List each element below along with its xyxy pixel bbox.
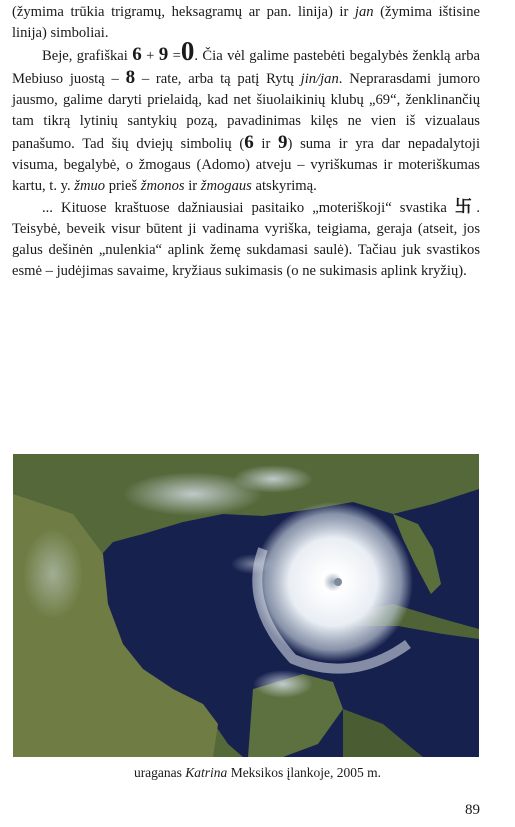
digit-six: 6 xyxy=(244,132,254,153)
text-run: . Neprarasdami jumoro jausmo, galime daryti prielaidą, kad net šiuolaikinių klubų „69“, ženklinančių tam tikrą lytinių santykių pozą, pavadinimas kilęs ne vien iš vizualaus panašumo. Tad šių dviejų simbolių ( xyxy=(12,71,480,152)
text-run: (žymima ištisine linija) simboliai. xyxy=(12,4,480,41)
text-run: ir xyxy=(253,136,279,152)
main-text xyxy=(12,2,480,282)
text-run: (žymima trūkia trigramų, heksagramų ar pan. linija) ir xyxy=(12,4,355,20)
text-run: atskyrimą. xyxy=(251,178,317,194)
text-run: . Čia vėl galime pastebėti begalybės ženklą arba Mebiuso juostą – xyxy=(12,48,480,87)
text-run: prieš xyxy=(105,178,141,194)
equals-sign: = xyxy=(168,48,181,64)
paragraph-1 xyxy=(12,2,480,44)
swastika-symbol-icon: 卐 xyxy=(454,197,477,217)
term-zmogaus: žmogaus xyxy=(200,178,252,194)
text-run: Meksikos įlankoje, 2005 m. xyxy=(227,765,382,780)
text-run: Beje, grafiškai xyxy=(42,48,133,64)
digit-six: 6 xyxy=(132,44,142,65)
term-zmuo: žmuo xyxy=(74,178,106,194)
digit-nine: 9 xyxy=(278,132,288,153)
cloud-band xyxy=(253,670,313,698)
digit-eight: 8 xyxy=(125,67,136,88)
plus-sign: + xyxy=(141,48,159,64)
page-number: 89 xyxy=(465,802,480,818)
text-run: . Teisybė, beveik visur būtent ji vadinama vyriška, teigiama, geraja (atseit, jos galus dešinėn „nulenkia“ aplink žemę sukdamasi saulė). Tačiau juk svastikos esmė – judėjimas savaime, kryžiaus sukimasis (o ne sukimasis aplink kryžių). xyxy=(12,200,480,279)
text-run: ir xyxy=(184,178,201,194)
text-run: ... Kituose kraštuose dažniausiai pasitaiko „moteriškoji“ svastika xyxy=(42,200,455,216)
hurricane-name: Katrina xyxy=(185,765,228,780)
term-jan: jan xyxy=(354,4,374,20)
image-caption xyxy=(0,765,515,781)
cloud-band xyxy=(233,465,313,493)
text-run: uraganas xyxy=(133,765,186,780)
paragraph-2 xyxy=(12,36,480,197)
infinity-zero-symbol: 0 xyxy=(180,36,195,66)
term-jin-jan: jin/jan xyxy=(300,71,339,87)
text-run: – rate, arba tą patį Rytų xyxy=(135,71,301,87)
cloud-band xyxy=(23,529,83,619)
hurricane-eye xyxy=(334,578,342,586)
paragraph-3 xyxy=(12,197,480,282)
term-zmonos: žmonos xyxy=(140,178,185,194)
hurricane-satellite-image xyxy=(13,454,479,757)
text-run: ) suma ir yra dar nepadalytoji visuma, begalybė, o žmogaus (Adomo) atveju – vyriškumas ir moteriškumas kartu, t. y. xyxy=(12,136,480,194)
digit-nine: 9 xyxy=(158,44,169,65)
